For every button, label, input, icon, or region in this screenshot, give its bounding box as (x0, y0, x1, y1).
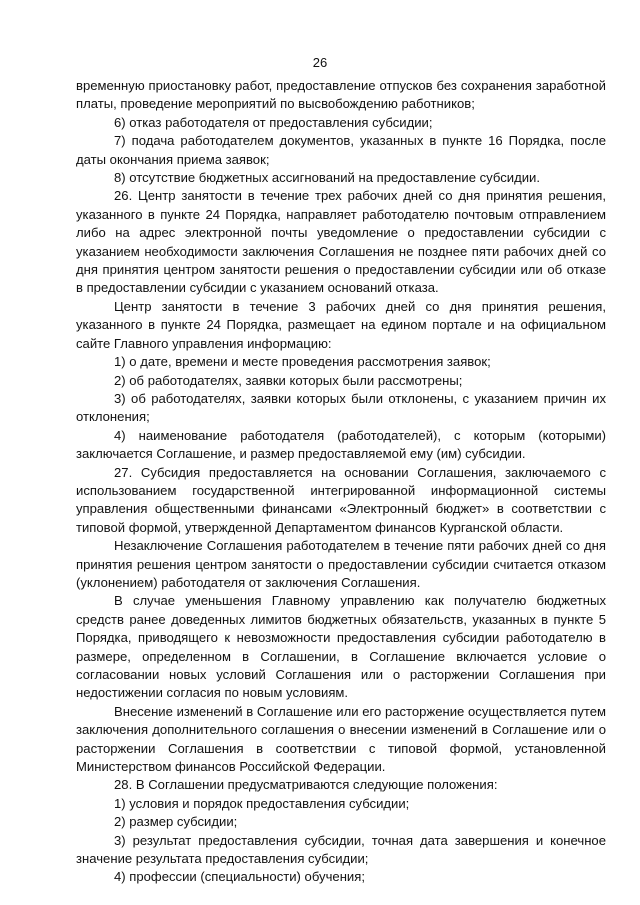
paragraph: 4) наименование работодателя (работодателей), с которым (которыми) заключается Соглашение, и размер предоставляемой ему (им) субсидии. (76, 427, 606, 462)
page-number: 26 (312, 55, 328, 70)
paragraph: 3) результат предоставления субсидии, точная дата завершения и конечное значение результата предоставления субсидии; (76, 832, 606, 867)
paragraph: 1) о дате, времени и месте проведения рассмотрения заявок; (114, 354, 491, 370)
paragraph: 1) условия и порядок предоставления субсидии; (114, 795, 410, 811)
paragraph: 2) об работодателях, заявки которых были рассмотрены; (114, 372, 463, 388)
paragraph: Внесение изменений в Соглашение или его расторжение осуществляется путем заключения дополнительного соглашения о внесении изменений в Соглашение или о расторжении Соглашения в соответствии с типовой формой, установленной Министерством финансов Российской Федерации. (76, 703, 606, 775)
paragraph: 4) профессии (специальности) обучения; (114, 869, 365, 885)
paragraph: В случае уменьшения Главному управлению как получателю бюджетных средств ранее доведенных лимитов бюджетных обязательств, указанных в пункте 5 Порядка, приводящего к невозможности предоставления субсидии работодателю в размере, определенном в Соглашении, в Соглашение включается условие о согласовании новых условий Соглашения или о расторжении Соглашения при недостижении согласия по новым условиям. (76, 593, 606, 701)
paragraph: временную приостановку работ, предоставление отпусков без сохранения заработной платы, проведение мероприятий по высвобождению работников; (76, 78, 606, 112)
paragraph: Незаключение Соглашения работодателем в течение пяти рабочих дней со дня принятия решения центром занятости о предоставлении субсидии считается отказом (уклонением) работодателя от заключения Соглашения. (76, 538, 606, 590)
paragraph: 3) об работодателях, заявки которых были отклонены, с указанием причин их отклонения; (76, 390, 606, 425)
paragraph: 6) отказ работодателя от предоставления субсидии; (114, 114, 433, 130)
paragraph: 27. Субсидия предоставляется на основании Соглашения, заключаемого с использованием государственной интегрированной информационной системы управления общественными финансами «Электронный бюджет» в соответствии с типовой формой, утвержденной Департаментом финансов Курганской области. (76, 464, 606, 535)
paragraph: Центр занятости в течение 3 рабочих дней со дня принятия решения, указанного в пункте 24 Порядка, размещает на едином портале и на официальном сайте Главного управления информацию: (76, 298, 606, 351)
paragraph: 2) размер субсидии; (114, 814, 238, 830)
paragraph: 28. В Соглашении предусматриваются следующие положения: (114, 777, 498, 793)
paragraph: 7) подача работодателем документов, указанных в пункте 16 Порядка, после даты окончания приема заявок; (76, 133, 606, 167)
paragraph: 26. Центр занятости в течение трех рабочих дней со дня принятия решения, указанного в пункте 24 Порядка, направляет работодателю почтовым отправлением либо на адрес электронной почты уведомление о предоставлении субсидии с указанием необходимости заключения Соглашения не позднее пяти рабочих дней со дня принятия центром занятости решения о предоставлении субсидии или об отказе в предоставлении субсидии с указанием оснований отказа. (76, 188, 606, 296)
paragraph: 8) отсутствие бюджетных ассигнований на предоставление субсидии. (114, 170, 540, 186)
document-body (76, 77, 606, 887)
